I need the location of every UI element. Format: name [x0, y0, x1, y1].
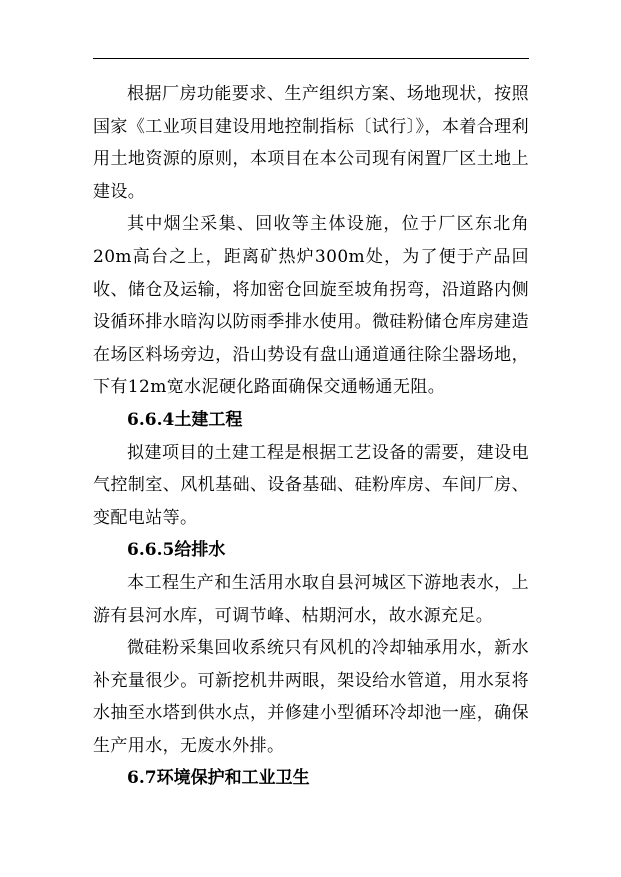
header-rule	[93, 58, 529, 59]
paragraph-facility-location: 其中烟尘采集、回收等主体设施，位于厂区东北角20m高台之上，距离矿热炉300m处，为了便于产品回收、储仓及运输，将加密仓回旋至坡角拐弯，沿道路内侧设循环排水暗沟以防雨季排水使用。微硅粉储仓库房建造在场区料场旁边，沿山势设有盘山通道通往除尘器场地，下有12m宽水泥硬化路面确保交通畅通无阻。	[93, 214, 529, 398]
paragraph-water-source: 本工程生产和生活用水取自县河城区下游地表水，上游有县河水库，可调节峰、枯期河水，故水源充足。	[93, 572, 529, 626]
heading-civil-engineering: 6.6.4土建工程	[127, 409, 243, 430]
heading-water-supply: 6.6.5给排水	[127, 540, 226, 561]
paragraph-civil-engineering: 拟建项目的土建工程是根据工艺设备的需要，建设电气控制室、风机基础、设备基础、硅粉库房、车间厂房、变配电站等。	[93, 442, 529, 528]
document-body	[93, 78, 529, 795]
paragraph-cooling-water: 微硅粉采集回收系统只有风机的冷却轴承用水，新水补充量很少。可新挖机井两眼，架设给水管道，用水泵将水抽至水塔到供水点，并修建小型循环冷却池一座，确保生产用水，无废水外排。	[93, 638, 529, 756]
heading-environmental-protection: 6.7环境保护和工业卫生	[127, 768, 310, 789]
paragraph-site-layout: 根据厂房功能要求、生产组织方案、场地现状，按照国家《工业项目建设用地控制指标〔试行〕》，本着合理利用土地资源的原则，本项目在本公司现有闲置厂区土地上建设。	[93, 84, 529, 202]
